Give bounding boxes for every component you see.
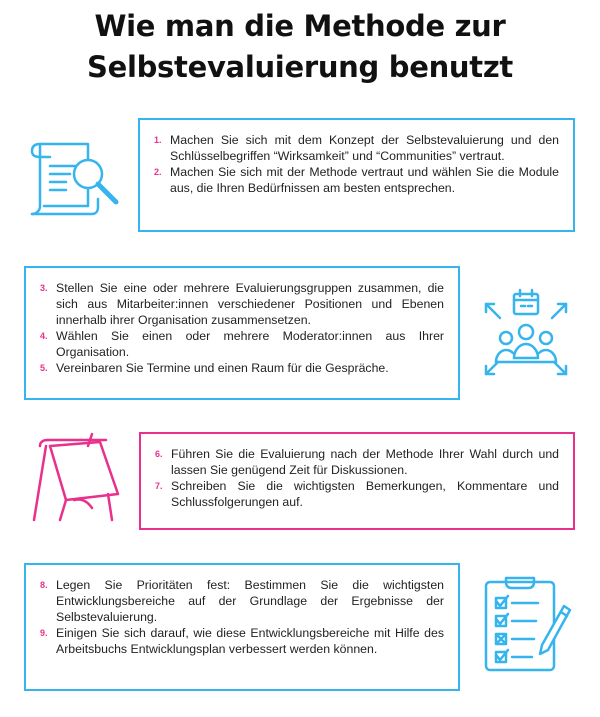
step-text: Führen Sie die Evaluierung nach der Methode Ihrer Wahl durch und lassen Sie genügend Zeit für Diskussionen. bbox=[171, 447, 559, 477]
document-search-icon bbox=[26, 136, 124, 218]
step-text: Schreiben Sie die wichtigsten Bemerkungen, Kommentare und Schlussfolgerungen auf. bbox=[171, 479, 559, 509]
step-list-1 bbox=[154, 132, 559, 196]
step-list-2 bbox=[40, 280, 444, 376]
step-item-4 bbox=[40, 328, 444, 360]
step-text: Machen Sie sich mit dem Konzept der Selbstevaluierung und den Schlüsselbegriffen “Wirksamkeit” und “Communities” vertraut. bbox=[170, 133, 559, 163]
step-number: 6. bbox=[155, 449, 163, 459]
step-text: Einigen Sie sich darauf, wie diese Entwicklungsbereiche mit Hilfe des Arbeitsbuchs Entwicklungsplan verbessert werden können. bbox=[56, 626, 444, 656]
step-item-3 bbox=[40, 280, 444, 328]
step-item-7 bbox=[155, 478, 559, 510]
flipchart-icon bbox=[28, 430, 128, 524]
step-item-8 bbox=[40, 577, 444, 625]
step-number: 9. bbox=[40, 628, 48, 638]
step-number: 2. bbox=[154, 167, 162, 177]
step-text: Stellen Sie eine oder mehrere Evaluierungsgruppen zusammen, die sich aus Mitarbeiter:innen verschiedener Positionen und Ebenen innerhalb ihrer Organisation zusammensetzen. bbox=[56, 281, 444, 327]
step-list-4 bbox=[40, 577, 444, 657]
step-number: 4. bbox=[40, 331, 48, 341]
page-title bbox=[0, 6, 600, 88]
step-text: Wählen Sie einen oder mehrere Moderator:innen aus Ihrer Organisation. bbox=[56, 329, 444, 359]
step-text: Machen Sie sich mit der Methode vertraut und wählen Sie die Module aus, die Ihren Bedürfnissen am besten entsprechen. bbox=[170, 165, 559, 195]
step-number: 1. bbox=[154, 135, 162, 145]
step-number: 5. bbox=[40, 363, 48, 373]
page-title-line-2: Selbstevaluierung benutzt bbox=[87, 50, 513, 84]
step-number: 3. bbox=[40, 283, 48, 293]
step-box-2 bbox=[24, 266, 460, 400]
checklist-clipboard-icon bbox=[480, 572, 576, 674]
step-item-1 bbox=[154, 132, 559, 164]
page-title-line-1: Wie man die Methode zur bbox=[94, 9, 506, 43]
step-text: Legen Sie Prioritäten fest: Bestimmen Sie die wichtigsten Entwicklungsbereiche auf der Grundlage der Ergebnisse der Selbstevaluierung. bbox=[56, 578, 444, 624]
step-text: Vereinbaren Sie Termine und einen Raum für die Gespräche. bbox=[56, 361, 389, 375]
step-item-2 bbox=[154, 164, 559, 196]
step-item-9 bbox=[40, 625, 444, 657]
step-list-3 bbox=[155, 446, 559, 510]
step-number: 8. bbox=[40, 580, 48, 590]
step-item-5 bbox=[40, 360, 444, 376]
step-number: 7. bbox=[155, 481, 163, 491]
team-meeting-icon bbox=[476, 286, 576, 378]
step-item-6 bbox=[155, 446, 559, 478]
step-box-1 bbox=[138, 118, 575, 232]
step-box-3 bbox=[139, 432, 575, 530]
step-box-4 bbox=[24, 563, 460, 691]
